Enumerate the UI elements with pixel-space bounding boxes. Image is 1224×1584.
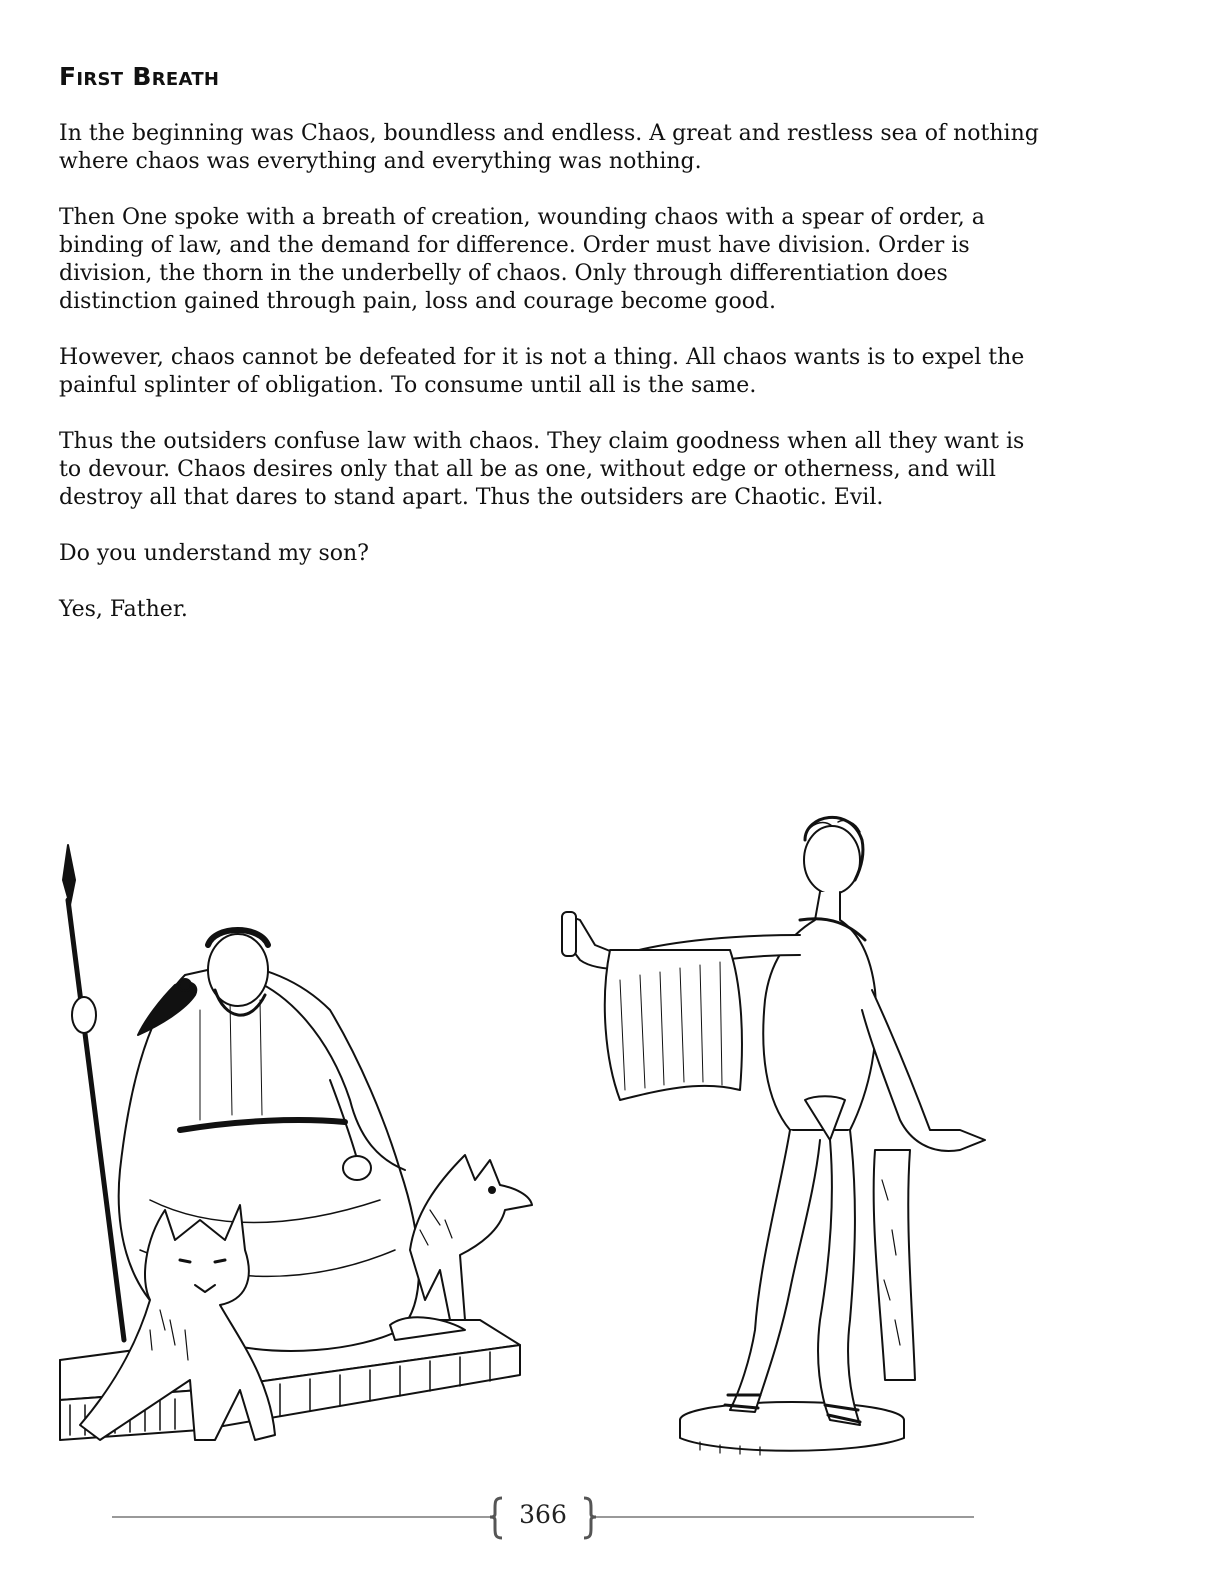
paragraph: However, chaos cannot be defeated for it is not a thing. All chaos wants is to expel the painful splinter of obligation. To consume until all is the same. xyxy=(59,345,1025,398)
spear-icon xyxy=(63,845,124,1340)
paragraph: Then One spoke with a breath of creation, wounding chaos with a spear of order, a binding of law, and the demand for difference. Order must have division. Order is division, the thorn in the underbelly of chaos. Only through differentiation does distinction gained through pain, loss and courage become good. xyxy=(59,205,985,314)
seated-god-with-spear-raven-and-wolves-illustration xyxy=(60,845,532,1440)
paragraph: Do you understand my son? xyxy=(59,541,369,566)
page-number: 366 xyxy=(519,1500,567,1529)
paragraph: Thus the outsiders confuse law with chaos. They claim goodness when all they want is to devour. Chaos desires only that all be as one, without edge or otherness, and will destroy all that dares to stand apart. Thus the outsiders are Chaotic. Evil. xyxy=(59,429,1025,510)
section-heading: First Breath xyxy=(59,62,220,91)
paragraph: In the beginning was Chaos, boundless and endless. A great and restless sea of nothing where chaos was everything and everything was nothing. xyxy=(59,121,1039,174)
classical-statue-with-cloak-illustration xyxy=(562,817,985,1455)
statue-base-icon xyxy=(680,1402,904,1455)
page-footer xyxy=(112,1490,974,1546)
footer-rule-right xyxy=(596,1516,974,1518)
wolf-icon xyxy=(410,1155,532,1320)
paragraph: Yes, Father. xyxy=(59,597,188,622)
